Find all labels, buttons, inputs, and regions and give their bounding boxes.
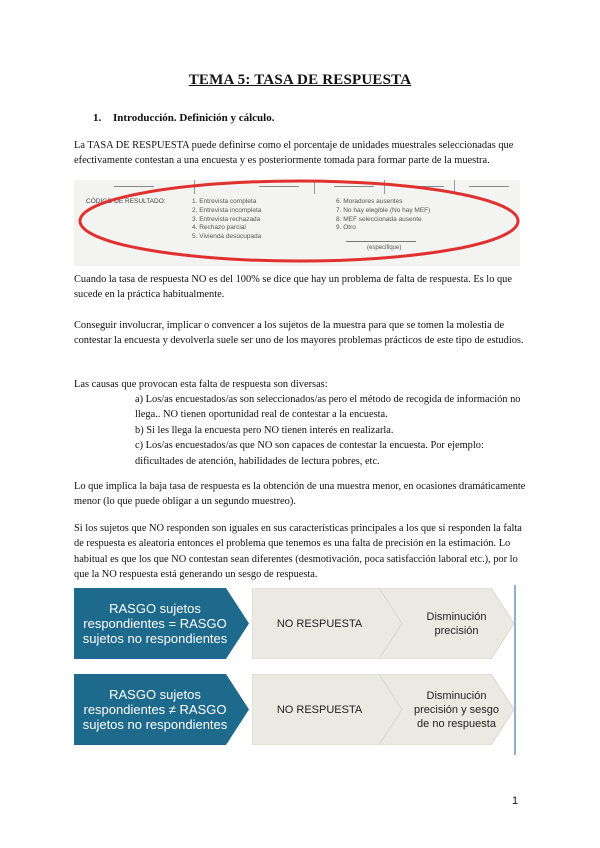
result-label: Disminución precisión bbox=[426, 610, 487, 637]
code-item: 8. MEF seleccionada ausente bbox=[336, 215, 422, 223]
result-label: Disminución precisión y sesgo de no respuesta bbox=[414, 689, 499, 730]
page-title: TEMA 5: TASA DE RESPUESTA bbox=[188, 72, 412, 88]
code-item: 3. Entrevista rechazada bbox=[192, 215, 261, 223]
effect-label: NO RESPUESTA bbox=[276, 703, 363, 716]
condition-arrow bbox=[74, 674, 249, 745]
section-number: 1. bbox=[93, 112, 102, 124]
condition-label: RASGO sujetos respondientes = RASGO sujetos no respondientes bbox=[82, 601, 228, 646]
paragraph-bias: Si los sujetos que NO responden son iguales en sus características principales a los que sí responden la falta de respuesta es aleatoria entonces el problema que tenemos es una falta de precisión en la estimación. Lo habitual es que los que NO contestan sean diferentes (desmotivación, poca satisfacción laboral etc.), por lo que la NO respuesta está generando un sesgo de respuesta. bbox=[74, 523, 522, 581]
section-heading bbox=[93, 112, 274, 124]
form-header: CÓDIGO DE RESULTADO: bbox=[86, 198, 166, 205]
code-item: 4. Rechazo parcial bbox=[192, 224, 246, 232]
condition-label: RASGO sujetos respondientes ≠ RASGO sujetos no respondientes bbox=[82, 687, 228, 732]
non-response-diagram bbox=[74, 588, 518, 754]
cause-item-a: a) Los/as encuestados/as son seleccionados/as pero el método de recogida de información no llega.. NO tienen oportunidad real de contestar a la encuesta. bbox=[135, 394, 521, 421]
page-number: 1 bbox=[512, 795, 519, 807]
result-chevron bbox=[379, 674, 514, 745]
code-item: 6. Moradores ausentes bbox=[336, 198, 403, 205]
paragraph-causes-intro: Las causas que provocan esta falta de respuesta son diversas: bbox=[74, 379, 328, 390]
result-chevron bbox=[379, 588, 514, 659]
paragraph-non-response: Cuando la tasa de respuesta NO es del 100% se dice que hay un problema de falta de respuesta. Es lo que sucede en la práctica habitualmente. bbox=[74, 274, 512, 301]
section-title: Introducción. Definición y cálculo. bbox=[113, 112, 275, 124]
code-item: 5. Vivienda desocupada bbox=[192, 233, 262, 241]
code-item: 9. Otro bbox=[336, 224, 356, 232]
specify-label: (especifique) bbox=[367, 245, 402, 251]
cause-item-b: b) Si les llega la encuesta pero NO tienen interés en realizarla. bbox=[135, 424, 394, 436]
condition-arrow bbox=[74, 588, 249, 659]
paragraph-implication: Lo que implica la baja tasa de respuesta es la obtención de una muestra menor, en ocasiones dramáticamente menor (lo que puede obligar a un segundo muestreo). bbox=[74, 481, 526, 508]
red-highlight-ellipse bbox=[74, 176, 524, 266]
effect-label: NO RESPUESTA bbox=[276, 617, 363, 630]
cause-item-c: c) Los/as encuestados/as que NO son capaces de contestar la encuesta. Por ejemplo: dificultades de atención, habilidades de lectura pobres, etc. bbox=[135, 440, 484, 467]
diagram-row-equal bbox=[74, 588, 514, 659]
code-item: 2. Entrevista incompleta bbox=[192, 206, 262, 214]
code-item: 7. No hay elegible (No hay MEF) bbox=[336, 206, 431, 214]
paragraph-involve: Conseguir involucrar, implicar o convencer a los sujetos de la muestra para que se tomen la molestia de contestar la encuesta y devolverla suele ser uno de los mayores problemas prácticos de este tipo de estudios. bbox=[74, 320, 524, 347]
cause-list bbox=[135, 392, 530, 469]
diagram-row-different bbox=[74, 674, 514, 745]
paragraph-definition: La TASA DE RESPUESTA puede definirse como el porcentaje de unidades muestrales seleccionadas que efectivamente contestan a una encuesta y es posteriormente tomada para formar parte de la muestra. bbox=[74, 140, 514, 167]
code-item: 1. Entrevista completa bbox=[192, 198, 257, 205]
